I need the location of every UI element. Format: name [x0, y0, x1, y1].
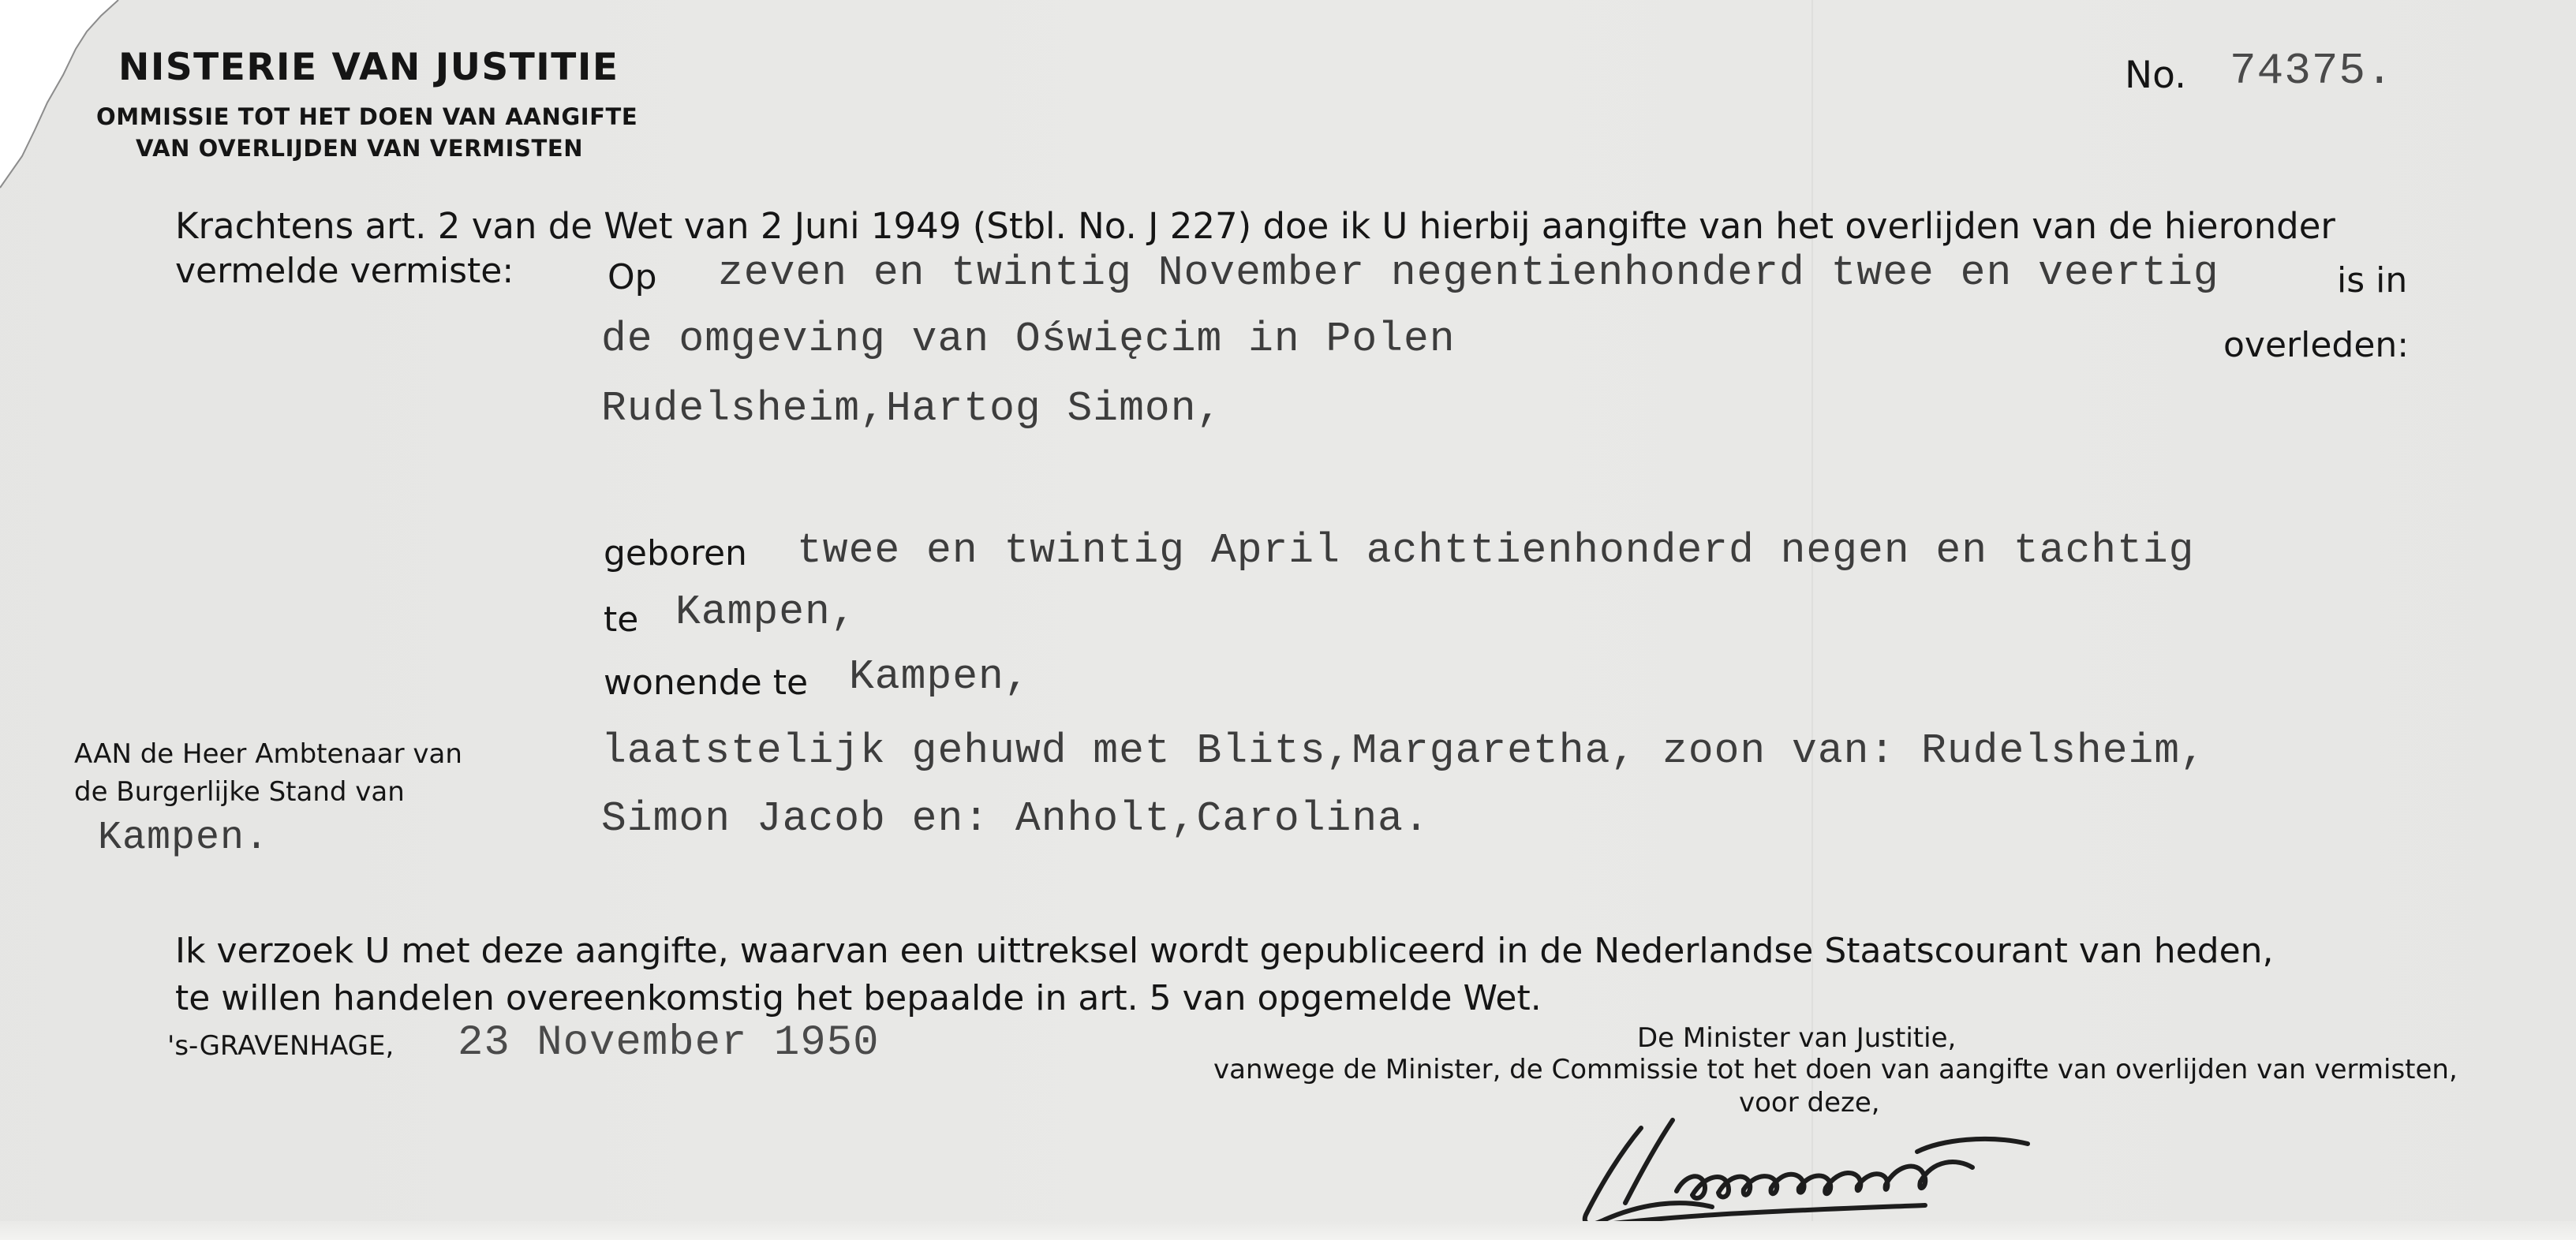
overleden-label: overleden: [2223, 325, 2410, 365]
family-line-2: Simon Jacob en: Anholt,Carolina. [601, 795, 1430, 842]
ministry-title: NISTERIE VAN JUSTITIE [118, 46, 619, 89]
commission-line-1: OMMISSIE TOT HET DOEN VAN AANGIFTE [96, 103, 638, 130]
death-place: de omgeving van Oświęcim in Polen [601, 316, 1456, 363]
residence-place: Kampen, [849, 653, 1030, 700]
handwritten-signature-icon [1546, 1096, 2099, 1238]
deceased-name: Rudelsheim,Hartog Simon, [601, 385, 1223, 432]
dateline-date: 23 November 1950 [458, 1019, 880, 1067]
addressee-place: Kampen. [98, 816, 270, 861]
closing-line-3: voor deze, [1739, 1087, 1880, 1119]
closing-line-2: vanwege de Minister, de Commissie tot het doen van aangifte van overlijden van vermisten, [1213, 1054, 2458, 1085]
addressee-line-1: AAN de Heer Ambtenaar van [74, 738, 462, 770]
te-label: te [604, 599, 639, 640]
birth-place: Kampen, [675, 588, 857, 636]
request-line-1: Ik verzoek U met deze aangifte, waarvan een uittreksel wordt gepubliceerd in de Nederlandse Staatscourant van heden, [175, 931, 2274, 971]
is-in-label: is in [2337, 260, 2408, 301]
dateline-city: 's-GRAVENHAGE, [167, 1030, 394, 1062]
closing-line-1: De Minister van Justitie, [1637, 1022, 1957, 1054]
wonende-label: wonende te [604, 663, 809, 703]
op-label: Op [608, 257, 657, 297]
request-line-2: te willen handelen overeenkomstig het bepaalde in art. 5 van opgemelde Wet. [175, 978, 1542, 1018]
intro-line-2: vermelde vermiste: [175, 251, 514, 291]
commission-line-2: VAN OVERLIJDEN VAN VERMISTEN [136, 135, 584, 162]
addressee-line-2: de Burgerlijke Stand van [74, 776, 405, 808]
geboren-label: geboren [604, 533, 747, 573]
number-label: No. [2125, 54, 2187, 97]
paper-bottom-edge [0, 1221, 2576, 1240]
death-date: zeven en twintig November negentienhonderd twee en veertig [718, 249, 2219, 297]
family-line-1: laatstelijk gehuwd met Blits,Margaretha, zoon van: Rudelsheim, [601, 727, 2206, 775]
intro-line-1: Krachtens art. 2 van de Wet van 2 Juni 1949 (Stbl. No. J 227) doe ik U hierbij aangifte van het overlijden van de hieronder [175, 205, 2335, 247]
birth-date: twee en twintig April achttienhonderd negen en tachtig [797, 527, 2195, 574]
document-number: 74375. [2230, 46, 2394, 96]
